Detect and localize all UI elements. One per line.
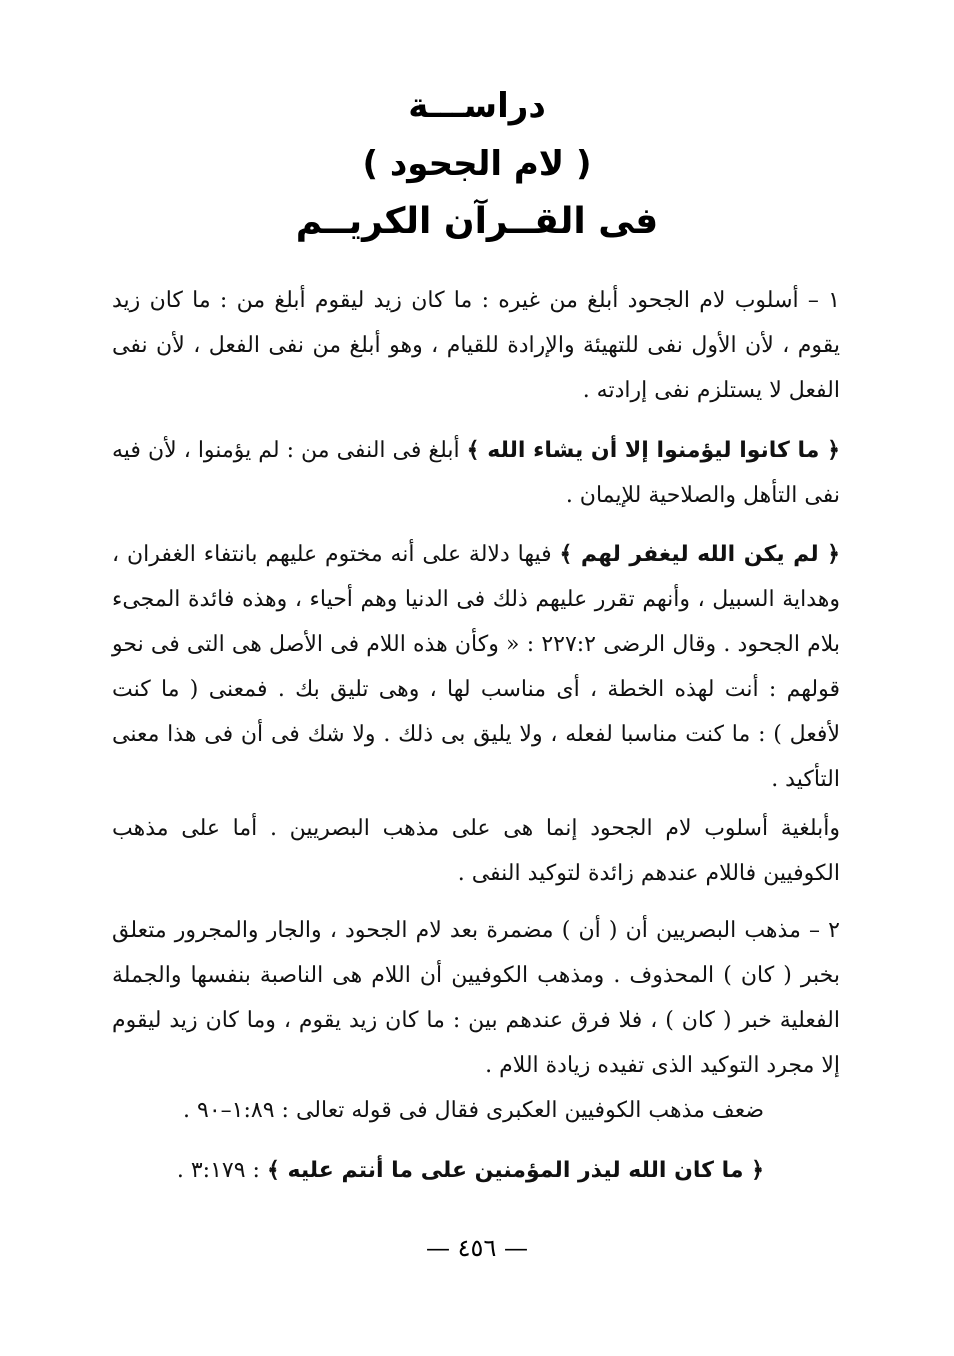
quran-quote: ﴿ ما كانوا ليؤمنوا إلا أن يشاء الله ﴾	[466, 438, 840, 463]
heading-in-the-quran: فى القــرآن الكريــم	[295, 201, 659, 242]
heading-lam-al-juhud: ( لام الجحود )	[362, 144, 592, 184]
paragraph-7	[112, 1148, 764, 1193]
paragraph-2-text: أبلغ فى النفى من : لم يؤمنوا ، لأن فيه نفى التأهل والصلاحية للإيمان .	[112, 438, 840, 508]
paragraph-3-text: فيها دلالة على أنه مختوم عليهم بانتفاء الغفران ، وهداية السبيل ، وأنهم تقرر عليهم ذلك فى الدنيا وهم أحياء ، وهذه فائدة المجىء بلام الجحود . وقال الرضى ٢٢٧:٢ : « وكأن هذه اللام فى الأصل هى التى فى نحو قولهم : أنت لهذه الخطة ، أى مناسب لها ، وهى تليق بك . فمعنى ( ما كنت لأفعل ) : ما كنت مناسبا لفعله ، ولا يليق بى ذلك . ولا شك فى أن فى هذا معنى التأكيد .	[112, 542, 841, 792]
page-number: — ٤٥٦ —	[426, 1234, 528, 1262]
paragraph-4: وأبلغية أسلوب لام الجحود إنما هى على مذهب البصريين . أما على مذهب الكوفيين فاللام عندهم زائدة لتوكيد النفى .	[112, 816, 840, 886]
paragraph-7-text: : ٣:١٧٩ .	[176, 1158, 267, 1183]
paragraph-3	[112, 532, 840, 802]
quran-quote: ﴿ ما كان الله ليذر المؤمنين على ما أنتم عليه ﴾	[266, 1158, 764, 1183]
paragraph-2	[112, 428, 840, 518]
heading-study: دراســـة	[408, 86, 546, 126]
paragraph-5: ٢ – مذهب البصريين أن ( أن ) مضمرة بعد لام الجحود ، والجار والمجرور متعلق بخبر ( كان ) المحذوف . ومذهب الكوفيين أن اللام هى الناصبة بنفسها والجملة الفعلية خبر ( كان ) ، فلا فرق عندهم بين : ما كان زيد يقوم ، وما كان زيد ليقوم إلا مجرد التوكيد الذى تفيده زيادة اللام .	[112, 918, 840, 1078]
quran-quote: ﴿ لم يكن الله ليغفر لهم ﴾	[559, 542, 840, 567]
paragraph-6: ضعف مذهب الكوفيين العكبرى فقال فى قوله تعالى : ١:٨٩–٩٠ .	[183, 1098, 764, 1123]
paragraph-1: ١ – أسلوب لام الجحود أبلغ من غيره : ما كان زيد ليقوم أبلغ من : ما كان زيد يقوم ، لأن الأول نفى للتهيئة والإرادة للقيام ، وهو أبلغ من نفى الفعل ، لأن نفى الفعل لا يستلزم نفى إرادته .	[112, 288, 840, 403]
